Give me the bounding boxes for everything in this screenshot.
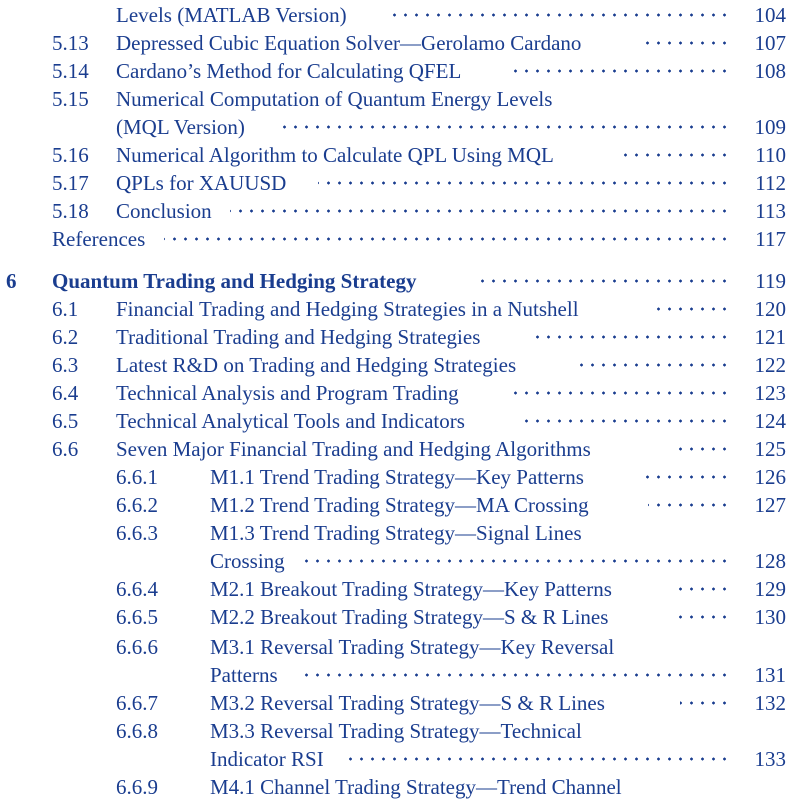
toc-entry-page-number: 131 (754, 663, 786, 687)
dot-leader (390, 11, 730, 19)
toc-entry-5-18[interactable] (0, 197, 800, 225)
toc-entry-page-number: 128 (754, 549, 786, 573)
toc-entry-title: Crossing (210, 549, 285, 573)
toc-chapter-6[interactable] (0, 267, 800, 295)
toc-entry-number: 5.13 (52, 31, 89, 55)
toc-entry-title: Technical Analytical Tools and Indicators (116, 409, 465, 433)
toc-entry-5-14[interactable] (0, 57, 800, 85)
toc-entry-5-12-continued[interactable] (0, 1, 800, 29)
dot-leader (282, 123, 730, 131)
toc-chapter-title: Quantum Trading and Hedging Strategy (52, 269, 417, 293)
dot-leader (646, 39, 730, 47)
toc-entry-5-13[interactable] (0, 29, 800, 57)
toc-entry-5-15-continued[interactable] (0, 113, 800, 141)
toc-entry-page-number: 125 (754, 437, 786, 461)
toc-entry-6-6-7[interactable] (0, 689, 800, 717)
toc-entry-number: 6.6.9 (116, 775, 158, 799)
toc-entry-6-6[interactable] (0, 435, 800, 463)
toc-entry-6-1[interactable] (0, 295, 800, 323)
toc-entry-number: 6.6.7 (116, 691, 158, 715)
toc-entry-number: 5.16 (52, 143, 89, 167)
dot-leader (230, 207, 730, 215)
toc-entry-number: 6.6.1 (116, 465, 158, 489)
toc-entry-title: M1.1 Trend Trading Strategy—Key Patterns (210, 465, 584, 489)
toc-entry-6-5[interactable] (0, 407, 800, 435)
dot-leader (512, 67, 730, 75)
dot-leader (672, 445, 730, 453)
dot-leader (676, 613, 730, 621)
toc-entry-number: 6.6.8 (116, 719, 158, 743)
toc-entry-page-number: 117 (755, 227, 786, 251)
toc-entry-page-number: 129 (754, 577, 786, 601)
toc-entry-title: M3.3 Reversal Trading Strategy—Technical (210, 719, 582, 743)
dot-leader (318, 179, 730, 187)
toc-entry-title: M2.1 Breakout Trading Strategy—Key Patterns (210, 577, 612, 601)
dot-leader (514, 389, 730, 397)
toc-entry-title: Seven Major Financial Trading and Hedging Algorithms (116, 437, 591, 461)
toc-entry-page-number: 113 (755, 199, 786, 223)
toc-entry-title: (MQL Version) (116, 115, 245, 139)
toc-entry-number: 6.6.5 (116, 605, 158, 629)
toc-entry-references[interactable] (0, 225, 800, 253)
toc-entry-number: 6.6.6 (116, 635, 158, 659)
dot-leader (654, 305, 730, 313)
dot-leader (346, 755, 730, 763)
toc-entry-number: 6.6 (52, 437, 79, 461)
toc-entry-number: 6.3 (52, 353, 79, 377)
toc-entry-number: 5.17 (52, 171, 89, 195)
toc-entry-page-number: 119 (755, 269, 786, 293)
toc-entry-title: Technical Analysis and Program Trading (116, 381, 459, 405)
toc-entry-5-15[interactable] (0, 85, 800, 113)
toc-entry-6-6-3[interactable] (0, 519, 800, 547)
toc-entry-5-17[interactable] (0, 169, 800, 197)
dot-leader (298, 557, 730, 565)
toc-entry-title: M3.2 Reversal Trading Strategy—S & R Lines (210, 691, 605, 715)
dot-leader (624, 151, 730, 159)
toc-entry-6-4[interactable] (0, 379, 800, 407)
toc-entry-title: Conclusion (116, 199, 212, 223)
dot-leader (524, 417, 730, 425)
toc-entry-number: 6.6.3 (116, 521, 158, 545)
toc-entry-page-number: 112 (755, 171, 786, 195)
toc-entry-title: QPLs for XAUUSD (116, 171, 287, 195)
toc-entry-number: 6.6.4 (116, 577, 158, 601)
toc-entry-6-6-1[interactable] (0, 463, 800, 491)
toc-entry-page-number: 107 (754, 31, 786, 55)
toc-entry-page-number: 122 (754, 353, 786, 377)
toc-entry-page-number: 120 (754, 297, 786, 321)
dot-leader (642, 473, 730, 481)
toc-chapter-number: 6 (6, 269, 17, 293)
toc-entry-6-6-4[interactable] (0, 575, 800, 603)
toc-entry-title: M2.2 Breakout Trading Strategy—S & R Lines (210, 605, 609, 629)
toc-entry-6-6-8-continued[interactable] (0, 745, 800, 773)
toc-entry-title: References (52, 227, 146, 251)
dot-leader (680, 699, 730, 707)
toc-entry-page-number: 121 (754, 325, 786, 349)
toc-entry-page-number: 127 (754, 493, 786, 517)
toc-entry-page-number: 109 (754, 115, 786, 139)
dot-leader (580, 361, 730, 369)
toc-entry-title: Numerical Algorithm to Calculate QPL Using MQL (116, 143, 554, 167)
toc-entry-6-6-3-continued[interactable] (0, 547, 800, 575)
dot-leader (648, 501, 730, 509)
toc-entry-page-number: 104 (754, 3, 786, 27)
toc-entry-page-number: 126 (754, 465, 786, 489)
toc-entry-number: 6.6.2 (116, 493, 158, 517)
toc-entry-title: Indicator RSI (210, 747, 324, 771)
toc-entry-title: M1.2 Trend Trading Strategy—MA Crossing (210, 493, 589, 517)
dot-leader (298, 671, 730, 679)
toc-entry-page-number: 133 (754, 747, 786, 771)
toc-entry-page-number: 124 (754, 409, 786, 433)
toc-entry-page-number: 110 (755, 143, 786, 167)
toc-entry-6-6-5[interactable] (0, 603, 800, 631)
toc-entry-number: 6.2 (52, 325, 79, 349)
toc-entry-6-6-9[interactable] (0, 773, 800, 801)
toc-entry-number: 5.18 (52, 199, 89, 223)
toc-entry-title: Depressed Cubic Equation Solver—Gerolamo Cardano (116, 31, 582, 55)
toc-entry-title: Cardano’s Method for Calculating QFEL (116, 59, 462, 83)
toc-entry-page-number: 123 (754, 381, 786, 405)
toc-entry-title: M1.3 Trend Trading Strategy—Signal Lines (210, 521, 582, 545)
dot-leader (474, 277, 730, 285)
toc-entry-6-2[interactable] (0, 323, 800, 351)
toc-entry-title: M3.1 Reversal Trading Strategy—Key Reversal (210, 635, 615, 659)
toc-entry-6-6-6[interactable] (0, 633, 800, 661)
toc-entry-6-6-2[interactable] (0, 491, 800, 519)
toc-entry-6-6-6-continued[interactable] (0, 661, 800, 689)
toc-entry-page-number: 108 (754, 59, 786, 83)
dot-leader (164, 235, 730, 243)
dot-leader (672, 585, 730, 593)
dot-leader (536, 333, 730, 341)
toc-entry-5-16[interactable] (0, 141, 800, 169)
toc-entry-number: 6.1 (52, 297, 79, 321)
toc-entry-number: 5.14 (52, 59, 89, 83)
toc-entry-number: 6.4 (52, 381, 79, 405)
toc-entry-number: 5.15 (52, 87, 89, 111)
toc-entry-title: Levels (MATLAB Version) (116, 3, 347, 27)
toc-entry-page-number: 132 (754, 691, 786, 715)
toc-entry-title: Traditional Trading and Hedging Strategies (116, 325, 481, 349)
toc-entry-title: M4.1 Channel Trading Strategy—Trend Channel (210, 775, 622, 799)
toc-entry-page-number: 130 (754, 605, 786, 629)
toc-entry-6-6-8[interactable] (0, 717, 800, 745)
toc-entry-title: Latest R&D on Trading and Hedging Strategies (116, 353, 517, 377)
toc-entry-title: Numerical Computation of Quantum Energy Levels (116, 87, 553, 111)
toc-entry-title: Financial Trading and Hedging Strategies in a Nutshell (116, 297, 579, 321)
toc-entry-number: 6.5 (52, 409, 79, 433)
toc-entry-title: Patterns (210, 663, 278, 687)
toc-entry-6-3[interactable] (0, 351, 800, 379)
